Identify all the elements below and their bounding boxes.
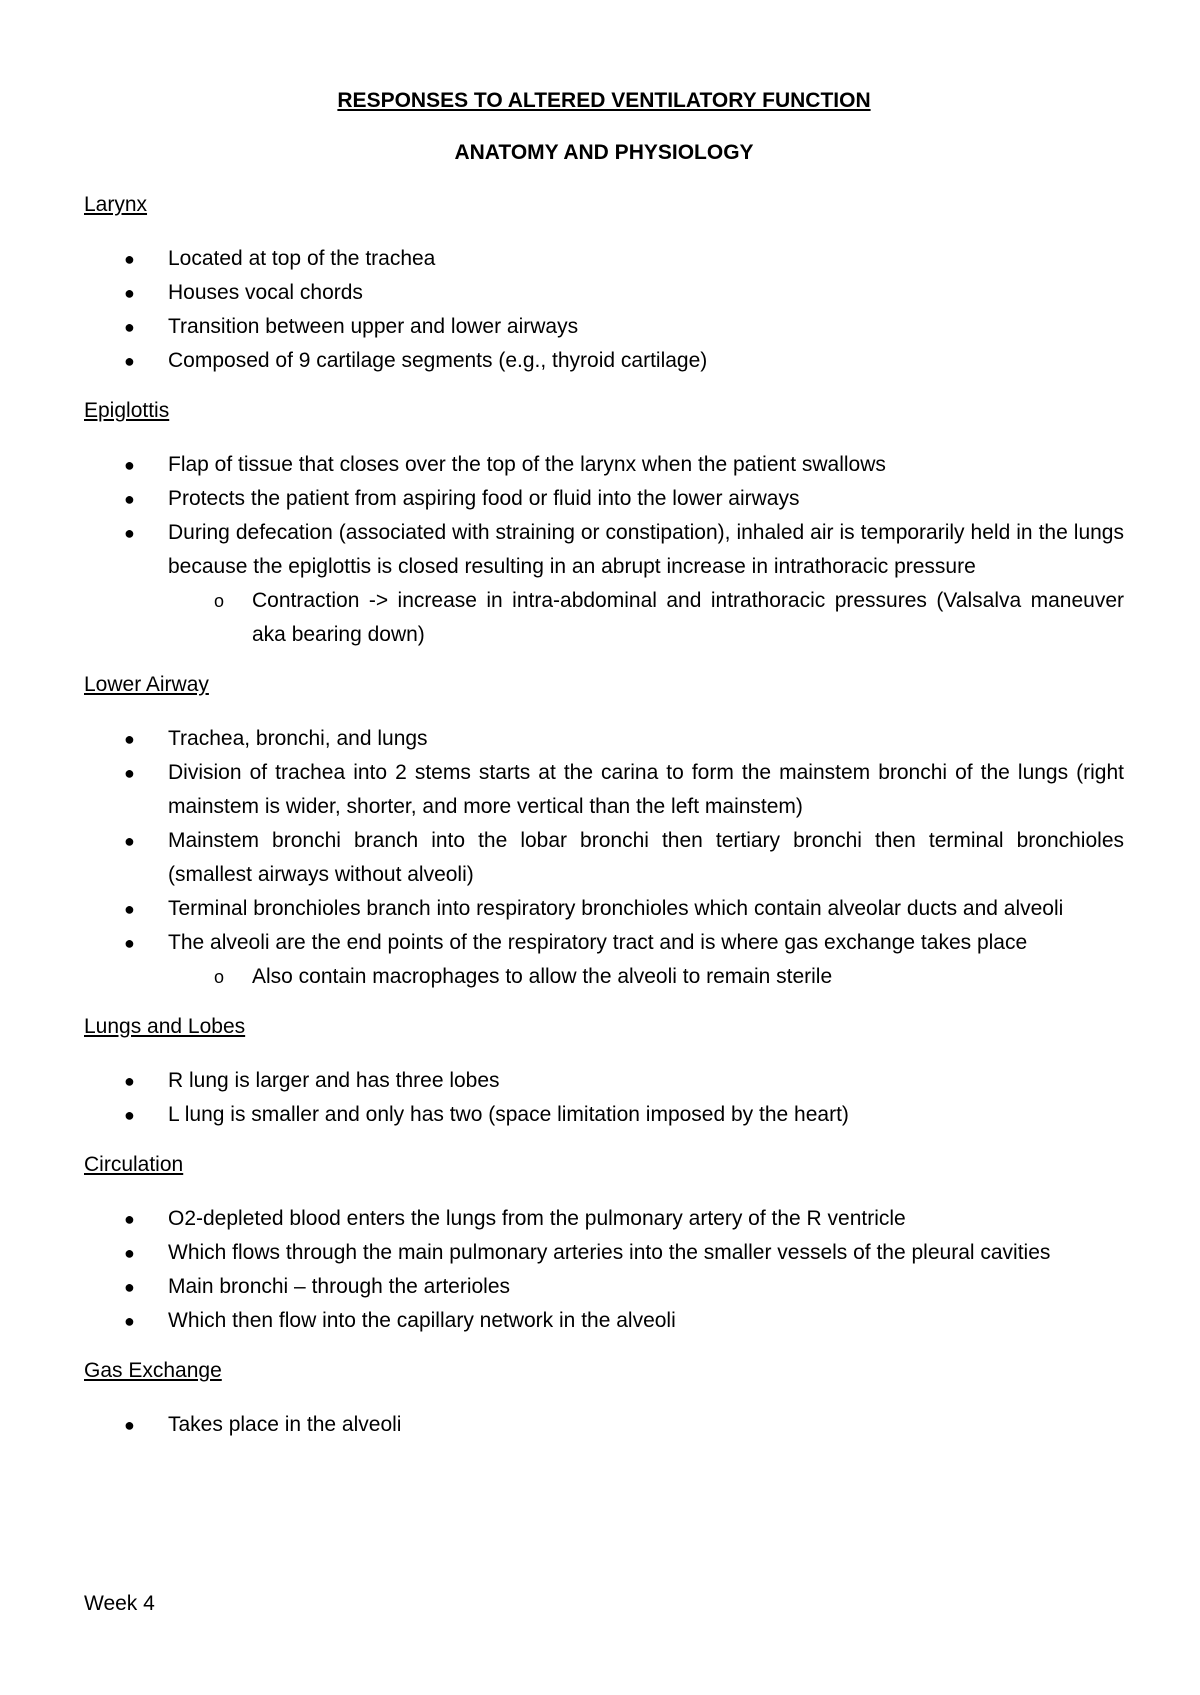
bullet-text: L lung is smaller and only has two (space limitation imposed by the heart)	[168, 1103, 849, 1126]
document-title: RESPONSES TO ALTERED VENTILATORY FUNCTION	[337, 89, 871, 112]
page-footer: Week 4	[84, 1592, 155, 1615]
sub-bullet-text: Also contain macrophages to allow the alveoli to remain sterile	[252, 965, 833, 988]
bullet-icon: ●	[124, 1415, 135, 1435]
bullet-item	[84, 1236, 1124, 1270]
section-heading: Lower Airway	[84, 673, 209, 696]
bullet-text: Division of trachea into 2 stems starts at the carina to form the mainstem bronchi of the lungs (right mainstem is wider, shorter, and more vertical than the left mainstem)	[168, 761, 1124, 818]
bullet-text: Which then flow into the capillary network in the alveoli	[168, 1309, 676, 1332]
bullet-item	[84, 722, 1124, 756]
bullet-text: Takes place in the alveoli	[168, 1413, 402, 1436]
bullet-text: The alveoli are the end points of the respiratory tract and is where gas exchange takes place	[168, 931, 1028, 954]
bullet-icon: ●	[124, 249, 135, 269]
bullet-text: Mainstem bronchi branch into the lobar bronchi then tertiary bronchi then terminal bronchioles (smallest airways without alveoli)	[168, 829, 1124, 886]
section-heading: Gas Exchange	[84, 1359, 222, 1382]
bullet-list	[84, 242, 1124, 378]
sections-container	[84, 190, 1124, 1442]
sub-bullet-list	[168, 960, 1124, 994]
bullet-list	[84, 1202, 1124, 1338]
bullet-item	[84, 448, 1124, 482]
bullet-text: Main bronchi – through the arterioles	[168, 1275, 511, 1298]
sub-bullet-list	[168, 584, 1124, 652]
bullet-item	[84, 242, 1124, 276]
sub-bullet-item	[168, 584, 1124, 652]
section	[84, 190, 1124, 378]
bullet-item	[84, 482, 1124, 516]
section-heading: Epiglottis	[84, 399, 170, 422]
document-body	[84, 86, 1124, 1460]
bullet-icon: ●	[124, 1311, 135, 1331]
bullet-icon: ●	[124, 899, 135, 919]
sub-bullet-icon: o	[214, 591, 225, 611]
section-heading: Circulation	[84, 1153, 184, 1176]
section	[84, 670, 1124, 994]
bullet-item	[84, 310, 1124, 344]
bullet-icon: ●	[124, 1277, 135, 1297]
bullet-item	[84, 1408, 1124, 1442]
sub-bullet-text: Contraction -> increase in intra-abdominal and intrathoracic pressures (Valsalva maneuver aka bearing down)	[252, 589, 1124, 646]
section-heading: Lungs and Lobes	[84, 1015, 246, 1038]
bullet-icon: ●	[124, 489, 135, 509]
bullet-icon: ●	[124, 1243, 135, 1263]
bullet-list	[84, 1408, 1124, 1442]
bullet-icon: ●	[124, 1105, 135, 1125]
bullet-list	[84, 1064, 1124, 1132]
section	[84, 1356, 1124, 1442]
section	[84, 1150, 1124, 1338]
section	[84, 1012, 1124, 1132]
bullet-text: Terminal bronchioles branch into respiratory bronchioles which contain alveolar ducts and alveoli	[168, 897, 1064, 920]
bullet-icon: ●	[124, 763, 135, 783]
bullet-icon: ●	[124, 1209, 135, 1229]
section	[84, 396, 1124, 652]
bullet-icon: ●	[124, 455, 135, 475]
bullet-item	[84, 276, 1124, 310]
bullet-item	[84, 344, 1124, 378]
bullet-item	[84, 926, 1124, 994]
bullet-text: R lung is larger and has three lobes	[168, 1069, 500, 1092]
bullet-icon: ●	[124, 317, 135, 337]
bullet-text: Composed of 9 cartilage segments (e.g., thyroid cartilage)	[168, 349, 708, 372]
section-heading: Larynx	[84, 193, 148, 216]
bullet-icon: ●	[124, 831, 135, 851]
bullet-text: O2-depleted blood enters the lungs from the pulmonary artery of the R ventricle	[168, 1207, 906, 1230]
bullet-item	[84, 516, 1124, 652]
bullet-icon: ●	[124, 729, 135, 749]
document-subtitle: ANATOMY AND PHYSIOLOGY	[454, 141, 754, 164]
bullet-item	[84, 1064, 1124, 1098]
bullet-text: Houses vocal chords	[168, 281, 363, 304]
bullet-text: During defecation (associated with straining or constipation), inhaled air is temporarily held in the lungs because the epiglottis is closed resulting in an abrupt increase in intrathoracic pressure	[168, 521, 1124, 578]
bullet-list	[84, 448, 1124, 652]
bullet-text: Transition between upper and lower airways	[168, 315, 579, 338]
bullet-item	[84, 1270, 1124, 1304]
bullet-icon: ●	[124, 1071, 135, 1091]
bullet-text: Which flows through the main pulmonary arteries into the smaller vessels of the pleural cavities	[168, 1241, 1051, 1264]
bullet-list	[84, 722, 1124, 994]
bullet-text: Protects the patient from aspiring food or fluid into the lower airways	[168, 487, 800, 510]
bullet-item	[84, 1098, 1124, 1132]
bullet-item	[84, 892, 1124, 926]
sub-bullet-icon: o	[214, 967, 225, 987]
bullet-icon: ●	[124, 523, 135, 543]
sub-bullet-item	[168, 960, 1124, 994]
bullet-icon: ●	[124, 283, 135, 303]
bullet-text: Flap of tissue that closes over the top of the larynx when the patient swallows	[168, 453, 886, 476]
bullet-item	[84, 1202, 1124, 1236]
bullet-text: Trachea, bronchi, and lungs	[168, 727, 428, 750]
bullet-item	[84, 1304, 1124, 1338]
bullet-item	[84, 824, 1124, 892]
bullet-icon: ●	[124, 933, 135, 953]
bullet-icon: ●	[124, 351, 135, 371]
bullet-item	[84, 756, 1124, 824]
bullet-text: Located at top of the trachea	[168, 247, 436, 270]
